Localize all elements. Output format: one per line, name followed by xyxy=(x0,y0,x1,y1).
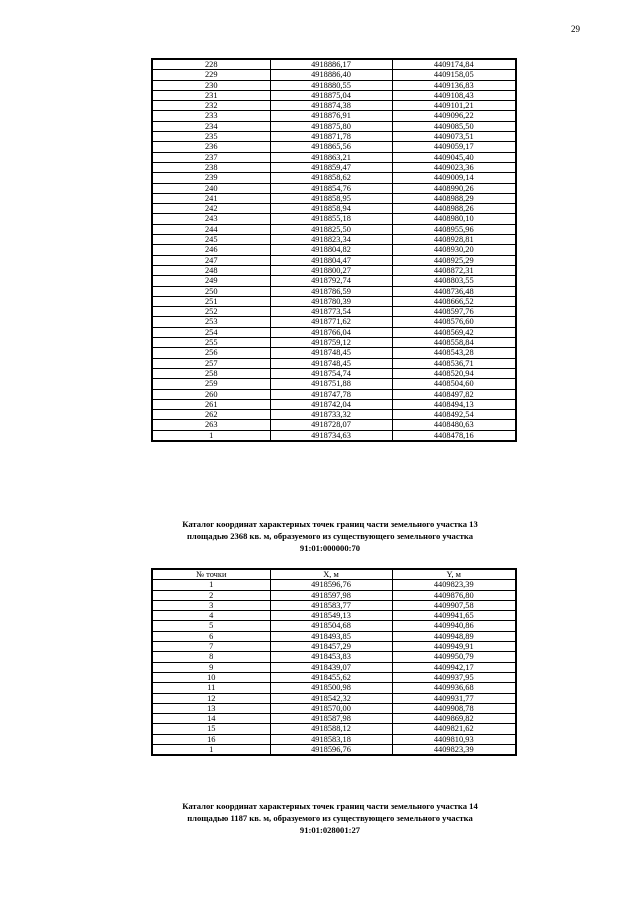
table-row xyxy=(152,358,516,368)
cell-x: 4918457,29 xyxy=(270,642,392,652)
cell-point-number: 254 xyxy=(152,327,270,337)
cell-y: 4408492,54 xyxy=(392,410,516,420)
cell-point-number: 236 xyxy=(152,142,270,152)
cell-x: 4918570,00 xyxy=(270,703,392,713)
table-row xyxy=(152,580,516,590)
cell-x: 4918875,04 xyxy=(270,90,392,100)
cell-point-number: 259 xyxy=(152,379,270,389)
cell-x: 4918453,83 xyxy=(270,652,392,662)
cell-point-number: 1 xyxy=(152,430,270,441)
cell-y: 4408504,60 xyxy=(392,379,516,389)
cell-point-number: 251 xyxy=(152,296,270,306)
cell-y: 4409876,80 xyxy=(392,590,516,600)
cell-y: 4408990,26 xyxy=(392,183,516,193)
table-row xyxy=(152,600,516,610)
cell-point-number: 256 xyxy=(152,348,270,358)
cell-x: 4918874,38 xyxy=(270,101,392,111)
cell-point-number: 241 xyxy=(152,193,270,203)
table-row xyxy=(152,590,516,600)
cell-point-number: 230 xyxy=(152,80,270,90)
cell-y: 4409136,83 xyxy=(392,80,516,90)
cell-x: 4918493,85 xyxy=(270,631,392,641)
cell-y: 4409108,43 xyxy=(392,90,516,100)
cell-y: 4408478,16 xyxy=(392,430,516,441)
table-row xyxy=(152,255,516,265)
cell-y: 4409931,77 xyxy=(392,693,516,703)
cell-x: 4918596,76 xyxy=(270,580,392,590)
cell-y: 4409174,84 xyxy=(392,59,516,70)
cell-point-number: 228 xyxy=(152,59,270,70)
cell-y: 4408558,84 xyxy=(392,338,516,348)
table-row xyxy=(152,235,516,245)
cell-point-number: 257 xyxy=(152,358,270,368)
cell-y: 4408666,52 xyxy=(392,296,516,306)
table-row xyxy=(152,724,516,734)
cell-y: 4408980,10 xyxy=(392,214,516,224)
cell-x: 4918880,55 xyxy=(270,80,392,90)
cell-x: 4918858,95 xyxy=(270,193,392,203)
cell-y: 4409940,86 xyxy=(392,621,516,631)
cell-y: 4409936,68 xyxy=(392,683,516,693)
table-row xyxy=(152,714,516,724)
cell-point-number: 235 xyxy=(152,132,270,142)
cell-point-number: 1 xyxy=(152,580,270,590)
cell-x: 4918863,21 xyxy=(270,152,392,162)
cell-x: 4918583,18 xyxy=(270,734,392,744)
cell-y: 4409823,39 xyxy=(392,580,516,590)
cell-point-number: 253 xyxy=(152,317,270,327)
cell-y: 4408576,60 xyxy=(392,317,516,327)
table-row xyxy=(152,734,516,744)
cell-y: 4408497,82 xyxy=(392,389,516,399)
cell-x: 4918747,78 xyxy=(270,389,392,399)
cell-point-number: 255 xyxy=(152,338,270,348)
coordinates-table-continued xyxy=(151,58,517,442)
table-row xyxy=(152,389,516,399)
cell-y: 4409941,65 xyxy=(392,611,516,621)
table-row xyxy=(152,59,516,70)
cell-point-number: 16 xyxy=(152,734,270,744)
table-row xyxy=(152,420,516,430)
cell-x: 4918825,50 xyxy=(270,224,392,234)
cell-point-number: 246 xyxy=(152,245,270,255)
cell-x: 4918886,17 xyxy=(270,59,392,70)
cell-y: 4409821,62 xyxy=(392,724,516,734)
table-row xyxy=(152,307,516,317)
cell-x: 4918748,45 xyxy=(270,348,392,358)
table-row xyxy=(152,642,516,652)
cell-y: 4409823,39 xyxy=(392,745,516,756)
cell-point-number: 240 xyxy=(152,183,270,193)
cell-point-number: 263 xyxy=(152,420,270,430)
table-row xyxy=(152,296,516,306)
cell-x: 4918804,82 xyxy=(270,245,392,255)
cell-x: 4918597,98 xyxy=(270,590,392,600)
cell-x: 4918773,54 xyxy=(270,307,392,317)
cell-x: 4918823,34 xyxy=(270,235,392,245)
table-row xyxy=(152,652,516,662)
cell-y: 4409158,05 xyxy=(392,70,516,80)
cell-x: 4918800,27 xyxy=(270,265,392,275)
table-row xyxy=(152,183,516,193)
caption-cadastral-number: 91:01:028001:27 xyxy=(299,825,361,835)
cell-point-number: 9 xyxy=(152,662,270,672)
cell-point-number: 5 xyxy=(152,621,270,631)
cell-y: 4409009,14 xyxy=(392,173,516,183)
table-row xyxy=(152,224,516,234)
table-row xyxy=(152,703,516,713)
cell-y: 4408930,20 xyxy=(392,245,516,255)
table-row xyxy=(152,368,516,378)
coordinates-table-plot-13 xyxy=(151,568,517,756)
cell-x: 4918742,04 xyxy=(270,399,392,409)
header-point-number: № точки xyxy=(152,569,270,580)
cell-x: 4918876,91 xyxy=(270,111,392,121)
cell-y: 4409907,58 xyxy=(392,600,516,610)
cell-x: 4918792,74 xyxy=(270,276,392,286)
cell-x: 4918596,76 xyxy=(270,745,392,756)
cell-point-number: 239 xyxy=(152,173,270,183)
table-row xyxy=(152,611,516,621)
table-row xyxy=(152,410,516,420)
cell-point-number: 249 xyxy=(152,276,270,286)
cell-x: 4918504,68 xyxy=(270,621,392,631)
cell-y: 4409096,22 xyxy=(392,111,516,121)
cell-x: 4918771,62 xyxy=(270,317,392,327)
cell-y: 4409950,79 xyxy=(392,652,516,662)
cell-point-number: 258 xyxy=(152,368,270,378)
cell-y: 4408569,42 xyxy=(392,327,516,337)
table-row xyxy=(152,399,516,409)
cell-x: 4918587,98 xyxy=(270,714,392,724)
cell-point-number: 242 xyxy=(152,204,270,214)
table-row xyxy=(152,90,516,100)
cell-point-number: 13 xyxy=(152,703,270,713)
table-row xyxy=(152,379,516,389)
cell-y: 4409023,36 xyxy=(392,162,516,172)
table-row xyxy=(152,111,516,121)
cell-point-number: 11 xyxy=(152,683,270,693)
caption-plot-14 xyxy=(120,800,540,836)
header-y: Y, м xyxy=(392,569,516,580)
cell-point-number: 248 xyxy=(152,265,270,275)
cell-point-number: 14 xyxy=(152,714,270,724)
cell-point-number: 262 xyxy=(152,410,270,420)
cell-x: 4918855,18 xyxy=(270,214,392,224)
table-body xyxy=(152,59,516,441)
cell-y: 4408480,63 xyxy=(392,420,516,430)
cell-y: 4408928,81 xyxy=(392,235,516,245)
cell-point-number: 1 xyxy=(152,745,270,756)
caption-line: Каталог координат характерных точек границ части земельного участка 14 xyxy=(182,801,478,811)
cell-point-number: 247 xyxy=(152,255,270,265)
table-row xyxy=(152,745,516,756)
cell-point-number: 234 xyxy=(152,121,270,131)
cell-x: 4918754,74 xyxy=(270,368,392,378)
caption-line: площадью 2368 кв. м, образуемого из существующего земельного участка xyxy=(186,531,474,541)
cell-x: 4918439,07 xyxy=(270,662,392,672)
table-row xyxy=(152,193,516,203)
cell-point-number: 233 xyxy=(152,111,270,121)
cell-point-number: 243 xyxy=(152,214,270,224)
table-body xyxy=(152,580,516,756)
cell-y: 4409937,95 xyxy=(392,672,516,682)
cell-point-number: 260 xyxy=(152,389,270,399)
caption-cadastral-number: 91:01:000000:70 xyxy=(299,543,361,553)
cell-point-number: 231 xyxy=(152,90,270,100)
table-row xyxy=(152,245,516,255)
table-row xyxy=(152,132,516,142)
table-row xyxy=(152,276,516,286)
cell-y: 4409948,89 xyxy=(392,631,516,641)
cell-x: 4918759,12 xyxy=(270,338,392,348)
cell-point-number: 237 xyxy=(152,152,270,162)
caption-plot-13 xyxy=(120,518,540,554)
cell-point-number: 232 xyxy=(152,101,270,111)
caption-line: площадью 1187 кв. м, образуемого из существующего земельного участка xyxy=(187,813,473,823)
table-row xyxy=(152,286,516,296)
cell-y: 4408597,76 xyxy=(392,307,516,317)
table-row xyxy=(152,101,516,111)
table-row xyxy=(152,173,516,183)
cell-y: 4409085,50 xyxy=(392,121,516,131)
cell-y: 4409101,21 xyxy=(392,101,516,111)
table-row xyxy=(152,693,516,703)
cell-y: 4409942,17 xyxy=(392,662,516,672)
table-row xyxy=(152,162,516,172)
table-row xyxy=(152,672,516,682)
table-row xyxy=(152,142,516,152)
cell-x: 4918549,13 xyxy=(270,611,392,621)
cell-x: 4918886,40 xyxy=(270,70,392,80)
cell-x: 4918751,88 xyxy=(270,379,392,389)
table-row xyxy=(152,265,516,275)
cell-y: 4408955,96 xyxy=(392,224,516,234)
page-number: 29 xyxy=(571,24,580,34)
cell-point-number: 244 xyxy=(152,224,270,234)
table-row xyxy=(152,621,516,631)
table-row xyxy=(152,683,516,693)
cell-y: 4408872,31 xyxy=(392,265,516,275)
cell-point-number: 245 xyxy=(152,235,270,245)
table-row xyxy=(152,631,516,641)
cell-point-number: 10 xyxy=(152,672,270,682)
cell-y: 4408988,26 xyxy=(392,204,516,214)
caption-line: Каталог координат характерных точек границ части земельного участка 13 xyxy=(182,519,478,529)
cell-x: 4918766,04 xyxy=(270,327,392,337)
cell-point-number: 252 xyxy=(152,307,270,317)
cell-y: 4408494,13 xyxy=(392,399,516,409)
cell-y: 4408543,28 xyxy=(392,348,516,358)
table-row xyxy=(152,662,516,672)
table-row xyxy=(152,214,516,224)
cell-y: 4408803,55 xyxy=(392,276,516,286)
cell-y: 4408736,48 xyxy=(392,286,516,296)
cell-x: 4918500,98 xyxy=(270,683,392,693)
cell-x: 4918588,12 xyxy=(270,724,392,734)
cell-x: 4918455,62 xyxy=(270,672,392,682)
cell-y: 4409059,17 xyxy=(392,142,516,152)
cell-y: 4409869,82 xyxy=(392,714,516,724)
cell-y: 4409810,93 xyxy=(392,734,516,744)
cell-point-number: 261 xyxy=(152,399,270,409)
cell-point-number: 8 xyxy=(152,652,270,662)
header-x: X, м xyxy=(270,569,392,580)
cell-point-number: 4 xyxy=(152,611,270,621)
table-row xyxy=(152,70,516,80)
cell-x: 4918858,94 xyxy=(270,204,392,214)
table-row xyxy=(152,80,516,90)
cell-x: 4918859,47 xyxy=(270,162,392,172)
table-header-row xyxy=(152,569,516,580)
cell-y: 4409073,51 xyxy=(392,132,516,142)
cell-x: 4918875,80 xyxy=(270,121,392,131)
cell-x: 4918734,63 xyxy=(270,430,392,441)
cell-x: 4918858,62 xyxy=(270,173,392,183)
cell-x: 4918780,39 xyxy=(270,296,392,306)
cell-x: 4918865,56 xyxy=(270,142,392,152)
cell-point-number: 2 xyxy=(152,590,270,600)
cell-x: 4918871,78 xyxy=(270,132,392,142)
cell-x: 4918804,47 xyxy=(270,255,392,265)
cell-y: 4408925,29 xyxy=(392,255,516,265)
cell-x: 4918542,32 xyxy=(270,693,392,703)
cell-x: 4918728,07 xyxy=(270,420,392,430)
cell-point-number: 3 xyxy=(152,600,270,610)
cell-point-number: 12 xyxy=(152,693,270,703)
table-row xyxy=(152,317,516,327)
cell-x: 4918733,32 xyxy=(270,410,392,420)
cell-point-number: 238 xyxy=(152,162,270,172)
cell-point-number: 15 xyxy=(152,724,270,734)
cell-y: 4409908,78 xyxy=(392,703,516,713)
table-row xyxy=(152,430,516,441)
cell-x: 4918786,59 xyxy=(270,286,392,296)
table-row xyxy=(152,152,516,162)
cell-point-number: 7 xyxy=(152,642,270,652)
table-row xyxy=(152,327,516,337)
cell-y: 4408520,94 xyxy=(392,368,516,378)
cell-y: 4408536,71 xyxy=(392,358,516,368)
cell-x: 4918854,76 xyxy=(270,183,392,193)
cell-y: 4408988,29 xyxy=(392,193,516,203)
cell-point-number: 229 xyxy=(152,70,270,80)
cell-point-number: 250 xyxy=(152,286,270,296)
cell-x: 4918583,77 xyxy=(270,600,392,610)
cell-y: 4409045,40 xyxy=(392,152,516,162)
table-row xyxy=(152,338,516,348)
table-row xyxy=(152,121,516,131)
cell-point-number: 6 xyxy=(152,631,270,641)
cell-x: 4918748,45 xyxy=(270,358,392,368)
table-row xyxy=(152,204,516,214)
table-row xyxy=(152,348,516,358)
cell-y: 4409949,91 xyxy=(392,642,516,652)
